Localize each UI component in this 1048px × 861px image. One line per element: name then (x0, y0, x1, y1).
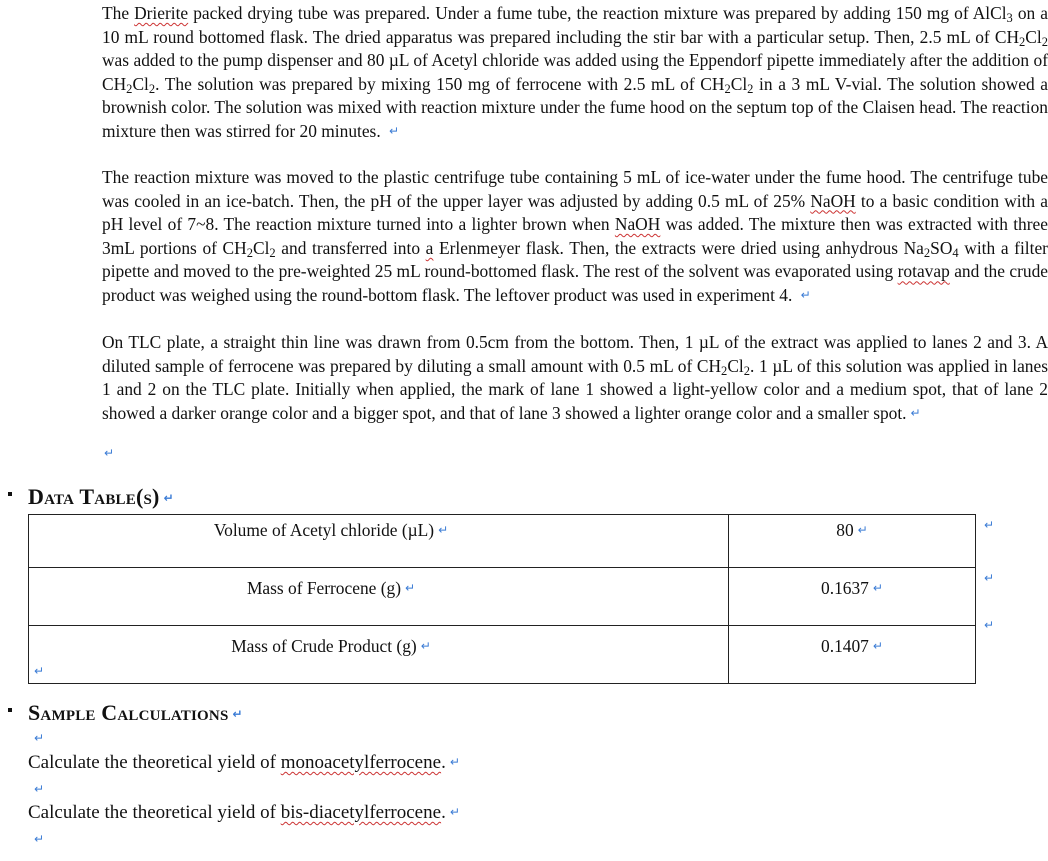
flagged-word: rotavap (897, 261, 950, 282)
heading-sample-calculations (28, 700, 243, 726)
subscript: 2 (246, 245, 253, 260)
return-arrow-icon: ↵ (420, 639, 431, 653)
return-arrow-icon: ↵ (857, 523, 868, 537)
paragraph-tlc: On TLC plate, a straight thin line was drawn from 0.5cm from the bottom. Then, 1 µL of the extract was applied to lanes 2 and 3. A diluted sample of ferrocene was prepared by diluting a small amount with 0.5 mL of $CH_2Cl_2$. 1 µL of this solution was applied in lanes 1 and 2 on the TLC plate. Initially when applied, the mark of lane 1 showed a light-yellow color and a medium spot, that of lane 2 showed a darker orange color and a bigger spot, and that of lane 3 showed a lighter orange color and a smaller spot. ↵ (102, 332, 1048, 423)
subscript: 2 (747, 81, 754, 96)
return-arrow-icon: ↵ (232, 707, 243, 721)
table-row (29, 568, 976, 626)
return-arrow-icon: ↵ (910, 405, 921, 420)
subscript: 2 (923, 245, 931, 260)
flagged-word: NaOH (614, 214, 661, 235)
cell-text: Volume of Acetyl chloride (µL) (213, 520, 435, 540)
subscript: 2 (148, 81, 156, 96)
table-row (29, 515, 976, 568)
subscript: 2 (1041, 34, 1048, 49)
return-arrow-icon: ↵ (163, 491, 174, 505)
calculation-question-bis (28, 802, 460, 824)
return-arrow-icon: ↵ (984, 571, 995, 585)
subscript: 2 (743, 363, 751, 378)
heading-text: Sample Calculations (28, 700, 229, 725)
flagged-word: NaOH (810, 190, 856, 211)
calculation-question-mono (28, 752, 460, 774)
return-arrow-icon: ↵ (34, 664, 45, 678)
return-arrow-icon: ↵ (34, 731, 45, 745)
square-bullet-icon (8, 492, 12, 496)
subscript: 2 (724, 81, 731, 96)
return-arrow-icon: ↵ (34, 832, 45, 846)
question-text: Calculate the theoretical yield of (28, 802, 281, 823)
data-table (28, 514, 976, 684)
return-arrow-icon: ↵ (872, 581, 883, 595)
cell-text: 0.1407 (821, 636, 869, 656)
cell-text: 80 (836, 520, 854, 540)
table-cell-label (29, 626, 729, 684)
return-arrow-icon: ↵ (404, 581, 416, 595)
square-bullet-icon (8, 708, 12, 712)
return-arrow-icon: ↵ (984, 618, 995, 632)
cell-text: Mass of Crude Product (g) (231, 636, 417, 656)
subscript: 2 (721, 363, 728, 378)
return-arrow-icon: ↵ (449, 805, 460, 819)
subscript: 2 (1019, 34, 1026, 49)
paragraph-workup: The reaction mixture was moved to the plastic centrifuge tube containing 5 mL of ice-water under the fume hood. The centrifuge tube was cooled in an ice-batch. Then, the pH of the upper layer was adjusted by adding 0.5 mL of 25% NaOH to a basic condition with a pH level of 7~8. The reaction mixture turned into a lighter brown when NaOH was added. The mixture then was extracted with three 3mL portions of $CH_2Cl_2$ and transferred into a Erlenmeyer flask. Then, the extracts were dried using anhydrous $Na_2SO_4$ with a filter pipette and moved to the pre-weighted 25 mL round-bottomed flask. The rest of the solvent was evaporated using rotavap and the crude product was weighed using the round-bottom flask. The leftover product was used in experiment 4. ↵ (102, 167, 1048, 305)
return-arrow-icon: ↵ (449, 755, 460, 769)
return-arrow-icon: ↵ (984, 518, 995, 532)
heading-data-tables (28, 484, 174, 510)
subscript: 3 (1006, 10, 1013, 25)
compound-name: bis-diacetylferrocene (280, 802, 442, 823)
table-cell-label (29, 515, 729, 568)
return-arrow-icon: ↵ (438, 523, 449, 537)
subscript: 4 (952, 245, 959, 260)
subscript: 2 (126, 81, 133, 96)
return-arrow-icon: ↵ (800, 287, 811, 302)
question-punct: . (441, 752, 446, 773)
cell-text: 0.1637 (821, 578, 869, 598)
question-text: Calculate the theoretical yield of (28, 752, 281, 773)
return-arrow-icon: ↵ (104, 446, 115, 460)
heading-text: Data Table(s) (28, 484, 160, 509)
table-cell-label (29, 568, 729, 626)
compound-name: monoacetylferrocene (280, 752, 442, 773)
table-cell-value (729, 626, 976, 684)
question-punct: . (441, 802, 446, 823)
table-row (29, 626, 976, 684)
flagged-word: a (425, 237, 434, 258)
return-arrow-icon: ↵ (34, 782, 45, 796)
table-cell-value (729, 515, 976, 568)
cell-text: Mass of Ferrocene (g) (246, 578, 401, 598)
return-arrow-icon: ↵ (872, 639, 883, 653)
return-arrow-icon: ↵ (389, 123, 400, 138)
subscript: 2 (269, 245, 276, 260)
paragraph-procedure: The Drierite packed drying tube was prepared. Under a fume tube, the reaction mixture was prepared by adding 150 mg of AlCl$_3$ on a 10 mL round bottomed flask. The dried apparatus was prepared including the stir bar with a particular setup. Then, 2.5 mL of $CH_2Cl_2$ was added to the pump dispenser and 80 µL of Acetyl chloride was added using the Eppendorf pipette immediately after the addition of $CH_2Cl_2$. The solution was prepared by mixing 150 mg of ferrocene with 2.5 mL of $CH_2Cl_2$ in a 3 mL V-vial. The solution showed a brownish color. The solution was mixed with reaction mixture under the fume hood on the septum top of the Claisen head. The reaction mixture then was stirred for 20 minutes. ↵ (102, 3, 1048, 141)
flagged-word: Drierite (134, 3, 189, 23)
table-cell-value (729, 568, 976, 626)
